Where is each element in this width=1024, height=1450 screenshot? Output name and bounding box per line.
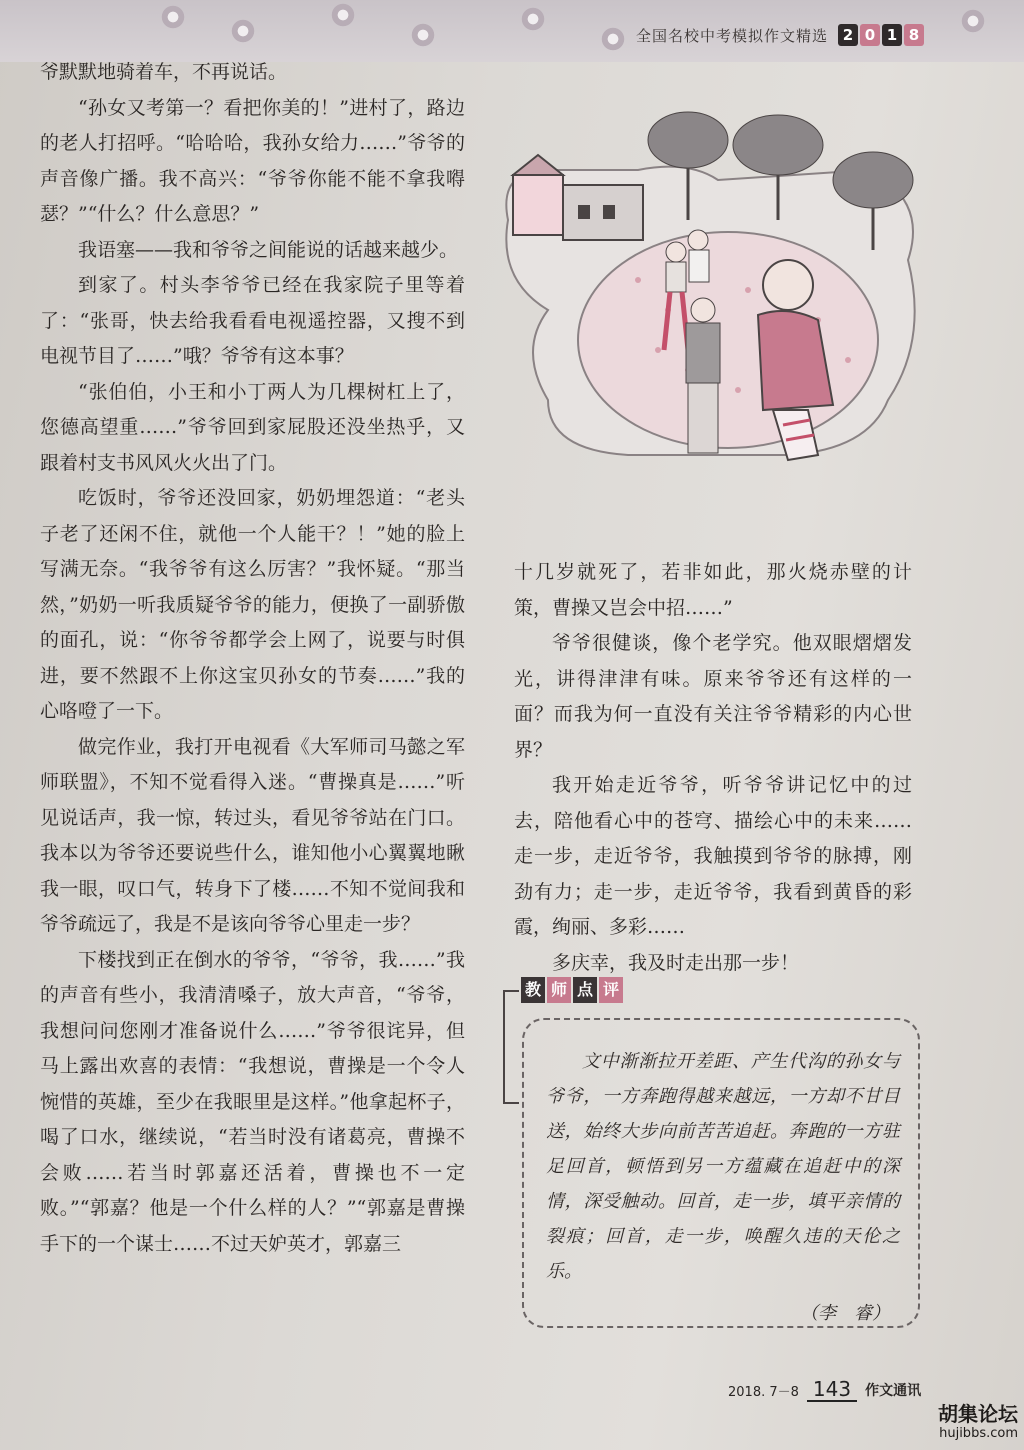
tag-char: 点 (573, 977, 597, 1003)
paragraph: 到家了。村头李爷爷已经在我家院子里等着了：“张哥，快去给我看看电视遥控器，又搜不到电视节目了……”哦？爷爷有这本事？ (40, 274, 465, 367)
paragraph: 做完作业，我打开电视看《大军师司马懿之军师联盟》，不知不觉看得入迷。“曹操真是……”听见说话声，我一惊，转过头，看见爷爷站在门口。我本以为爷爷还要说些什么，谁知他小心翼翼地瞅我一眼，叹口气，转身下了楼……不知不觉间我和爷爷疏远了，我是不是该向爷爷心里走一步？ (40, 735, 465, 935)
paragraph: 十几岁就死了，若非如此，那火烧赤壁的计策，曹操又岂会中招……” (514, 561, 912, 619)
flower-decoration-icon (230, 18, 256, 44)
header-title: 全国名校中考模拟作文精选 (635, 26, 828, 45)
watermark-site-name: 胡集论坛 (938, 1402, 1018, 1426)
flower-decoration-icon (520, 6, 546, 32)
right-text-column (514, 555, 912, 981)
tag-char: 师 (547, 977, 571, 1003)
flower-decoration-icon (960, 8, 986, 34)
year-digit: 8 (904, 24, 924, 46)
paragraph: 多庆幸，我及时走出那一步！ (552, 951, 800, 974)
paragraph: “张伯伯，小王和小丁两人为几棵树杠上了，您德高望重……”爷爷回到家屁股还没坐热乎，又跟着村支书风风火火出了门。 (40, 380, 465, 474)
flower-decoration-icon (600, 26, 626, 52)
teacher-comment-box (522, 1018, 920, 1328)
page-number: 143 (807, 1378, 857, 1402)
paragraph: “孙女又考第一？看把你美的！”进村了，路边的老人打招呼。“哈哈哈，我孙女给力……”爷爷的声音像广播。我不高兴：“爷爷你能不能不拿我嘚瑟？”“什么？什么意思？” (40, 96, 465, 225)
header-band (0, 0, 1024, 62)
tag-char: 教 (521, 977, 545, 1003)
watermark-url: hujibbs.com (939, 1426, 1018, 1441)
forum-watermark (898, 1402, 1018, 1442)
year-digit: 2 (838, 24, 858, 46)
year-digit: 1 (882, 24, 902, 46)
story-illustration (488, 110, 928, 490)
paragraph: 下楼找到正在倒水的爷爷，“爷爷，我……”我的声音有些小，我清清嗓子，放大声音，“爷爷，我想问问您刚才准备说什么……”爷爷很诧异，但马上露出欢喜的表情：“我想说，曹操是一个令人惋惜的英雄，至少在我眼里是这样。”他拿起杯子，喝了口水，继续说，“若当时没有诸葛亮，曹操不会败……若当时郭嘉还活着，曹操也不一定败。”“郭嘉？他是一个什么样的人？”“郭嘉是曹操手下的一个谋士……不过天妒英才，郭嘉三 (40, 948, 465, 1255)
flower-decoration-icon (330, 2, 356, 28)
comment-author: （李 睿） (800, 1303, 890, 1324)
flower-decoration-icon (410, 22, 436, 48)
year-digit: 0 (860, 24, 880, 46)
page-footer (728, 1378, 921, 1402)
paragraph: 我开始走近爷爷，听爷爷讲记忆中的过去，陪他看心中的苍穹、描绘心中的未来……走一步，走近爷爷，我触摸到爷爷的脉搏，刚劲有力；走一步，走近爷爷，我看到黄昏的彩霞，绚丽、多彩…… (514, 774, 912, 938)
left-text-column (40, 55, 465, 1262)
teacher-comment-tag (521, 977, 623, 1003)
issue-date: 2018. 7－8 (728, 1385, 799, 1400)
paragraph: 爷默默地骑着车，不再说话。 (40, 61, 288, 83)
header-right (636, 20, 924, 50)
paragraph: 吃饭时，爷爷还没回家，奶奶埋怨道：“老头子老了还闲不住，就他一个人能干？！”她的脸上写满无奈。“我爷爷有这么厉害？”我怀疑。“那当然，”奶奶一听我质疑爷爷的能力，便换了一副骄傲的面孔，说：“你爷爷都学会上网了，说要与时俱进，要不然跟不上你这宝贝孙女的节奏……”我的心咯噔了一下。 (40, 487, 465, 722)
paragraph: 爷爷很健谈，像个老学究。他双眼熠熠发光，讲得津津有味。原来爷爷还有这样的一面？而我为何一直没有关注爷爷精彩的内心世界？ (514, 632, 912, 761)
paragraph: 我语塞——我和爷爷之间能说的话越来越少。 (78, 238, 459, 261)
comment-bracket (503, 990, 519, 1104)
flower-decoration-icon (160, 4, 186, 30)
comment-text: 文中渐渐拉开差距、产生代沟的孙女与爷爷，一方奔跑得越来越远，一方却不甘目送，始终大步向前苦苦追赶。奔跑的一方驻足回首，顿悟到另一方蕴藏在追赶中的深情，深受触动。回首，走一步，填平亲情的裂痕；回首，走一步，唤醒久违的天伦之乐。 (546, 1051, 900, 1282)
tag-char: 评 (599, 977, 623, 1003)
magazine-name: 作文通讯 (865, 1383, 922, 1399)
year-badge (838, 24, 924, 46)
